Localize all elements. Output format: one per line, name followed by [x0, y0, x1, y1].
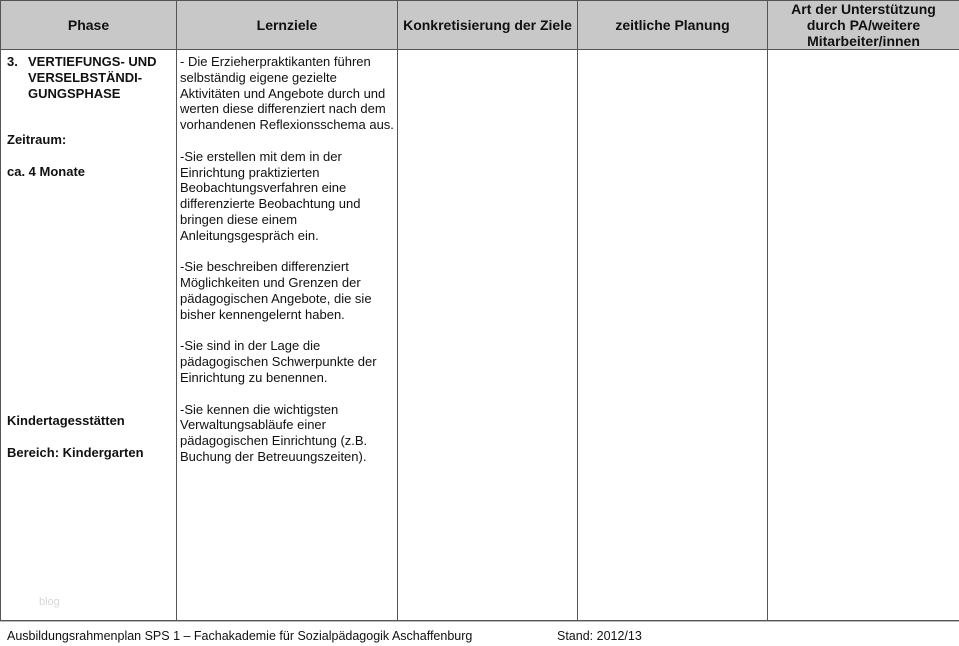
phase-title-line: VERTIEFUNGS- UND [28, 54, 157, 69]
header-phase: Phase [1, 1, 177, 50]
einrichtung-label: Kindertagesstätten [7, 413, 125, 428]
lernziel-item: -Sie erstellen mit dem in der Einrichtung praktizierten Beobachtungsverfahren eine differenzierte Beobachtung und bringen diese einem Anleitungsgespräch ein. [180, 148, 361, 243]
unterstuetzung-cell [768, 50, 959, 621]
lernziel-item: -Sie kennen die wichtigsten Verwaltungsabläufe einer pädagogischen Einrichtung (z.B. Buchung der Betreuungszeiten). [180, 401, 368, 464]
zeitraum-value: ca. 4 Monate [7, 164, 86, 180]
lernziele-cell [177, 50, 398, 621]
lernziel-item: -Sie sind in der Lage die pädagogischen Schwerpunkte der Einrichtung zu benennen. [180, 338, 377, 385]
lernziel-item: -Sie beschreiben differenziert Möglichkeiten und Grenzen der pädagogischen Angebote, die sie bisher kennengelernt haben. [180, 259, 372, 322]
konkretisierung-cell [398, 50, 578, 621]
header-unterstuetzung: Art der Unterstützung durch PA/weitere Mitarbeiter/innen [768, 1, 959, 50]
footer-stand: Stand: 2012/13 [557, 629, 642, 643]
phase-title-line: GUNGSPHASE [28, 85, 121, 101]
footer-title: Ausbildungsrahmenplan SPS 1 – Fachakademie für Sozialpädagogik Aschaffenburg [7, 629, 473, 643]
footer-divider [0, 621, 959, 622]
zeitliche-planung-cell [578, 50, 768, 621]
phase-cell [1, 50, 177, 621]
phase-number: 3. [7, 54, 18, 69]
table-row [1, 50, 959, 621]
bereich-label: Bereich: Kindergarten [7, 445, 144, 460]
header-lernziele: Lernziele [177, 1, 398, 50]
zeitraum-label: Zeitraum: [7, 132, 67, 148]
header-zeitliche-planung: zeitliche Planung [578, 1, 768, 50]
watermark: blog [39, 596, 60, 608]
phase-title-line: VERSELBSTÄNDI- [28, 69, 143, 85]
header-row [1, 1, 959, 50]
header-konkretisierung: Konkretisierung der Ziele [398, 1, 578, 50]
lernziel-item: - Die Erzieherpraktikanten führen selbständig eigene gezielte Aktivitäten und Angebote durch und werten diese differenziert nach dem vorhandenen Reflexionsschema aus. [180, 54, 394, 133]
